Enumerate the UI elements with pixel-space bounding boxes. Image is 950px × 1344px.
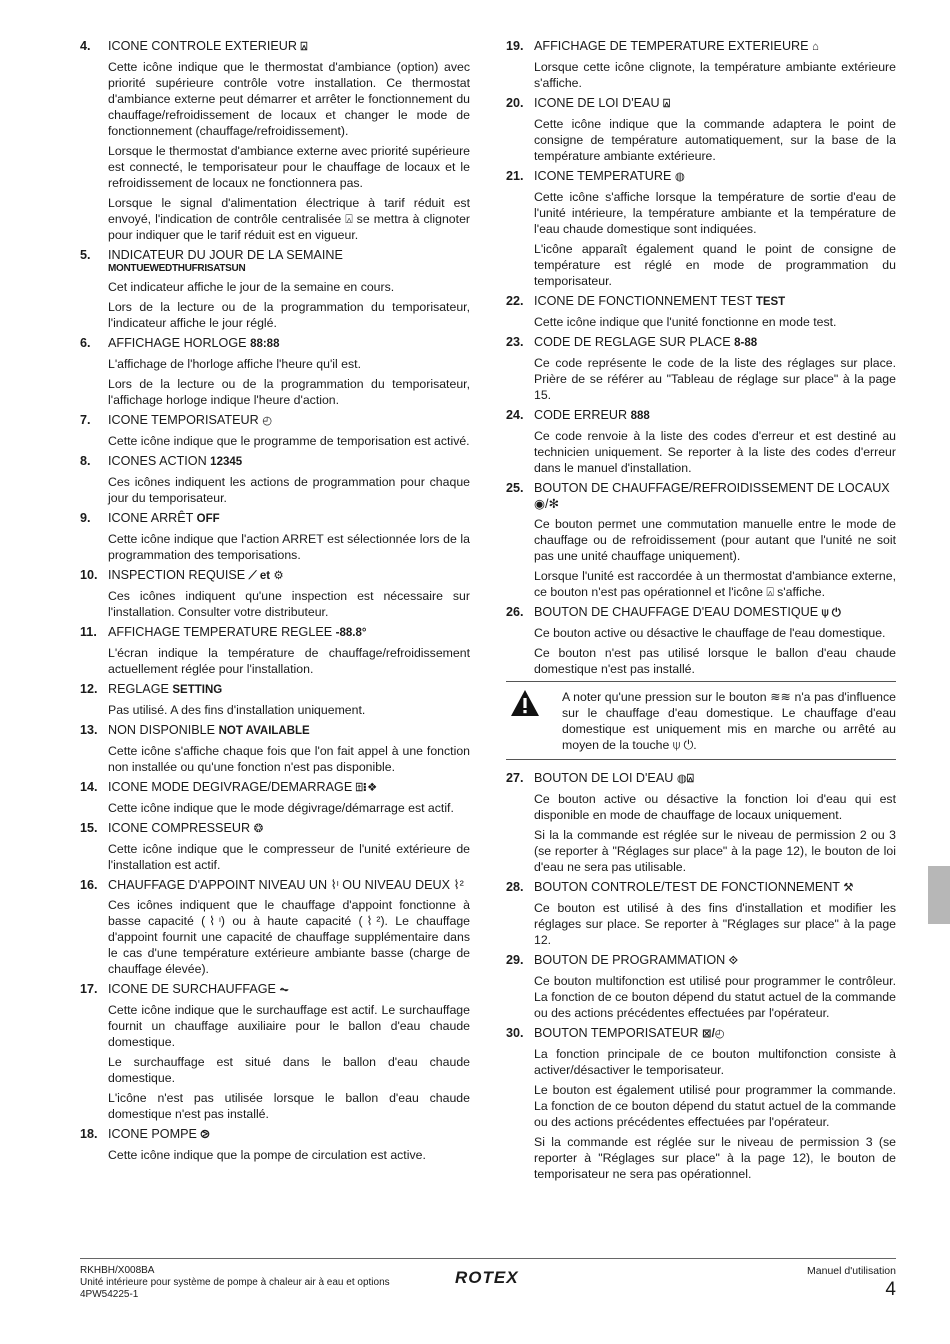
item-paragraph: L'affichage de l'horloge affiche l'heure qu'il est. — [108, 357, 361, 371]
list-item — [80, 722, 470, 775]
item-title: ICONE DE SURCHAUFFAGE — [108, 982, 276, 996]
item-paragraph: Le bouton est également utilisé pour programmer la commande. La fonction de ce bouton dépend du statut actuel de la commande ou des actions précédentes effectuées par l'opérateur. — [534, 1083, 896, 1129]
item-title: BOUTON DE CHAUFFAGE D'EAU DOMESTIQUE — [534, 605, 819, 619]
item-paragraph: Le surchauffage est situé dans le ballon d'eau chaude domestique. — [108, 1055, 470, 1085]
item-heading — [80, 820, 470, 837]
item-title: CHAUFFAGE D'APPOINT NIVEAU UN ⌇ᶦ OU NIVEAU DEUX ⌇² — [108, 878, 464, 892]
item-paragraph: Cette icône indique que l'unité fonctionne en mode test. — [534, 315, 837, 329]
page-number: 4 — [885, 1279, 896, 1300]
list-item — [506, 293, 896, 330]
item-symbol-icon: 888 — [630, 410, 650, 422]
item-paragraph: Lors de la lecture ou de la programmation du temporisateur, l'affichage horloge indique l'heure d'action. — [108, 377, 470, 407]
right-items-a — [506, 38, 896, 677]
list-item — [80, 335, 470, 408]
item-symbol-icon: TEST — [755, 296, 786, 308]
item-paragraph: Ce bouton est utilisé à des fins d'installation et modifier les réglages sur place. Se reporter à "Réglages sur place" à la page 12. — [534, 901, 896, 947]
item-number: 16. — [80, 878, 98, 892]
item-title: AFFICHAGE DE TEMPERATURE EXTERIEURE — [534, 39, 809, 53]
item-title: CODE ERREUR — [534, 408, 628, 422]
list-item — [80, 820, 470, 873]
item-paragraph: Lorsque le signal d'alimentation électrique à tarif réduit est envoyé, l'indication de contrôle centralisée ⍓ se mettra à clignoter pour indiquer que le tarif réduit est en vigueur. — [108, 196, 470, 242]
item-symbol-icon: ⍦ ⏻ — [821, 607, 841, 619]
item-symbol-icon: ⏦ — [279, 984, 289, 996]
list-item — [80, 779, 470, 816]
list-item — [506, 1025, 896, 1182]
item-number: 18. — [80, 1127, 98, 1141]
list-item — [80, 981, 470, 1122]
item-number: 7. — [80, 413, 91, 427]
item-number: 6. — [80, 336, 91, 350]
item-heading — [80, 567, 470, 584]
item-symbol-icon: NOT AVAILABLE — [218, 725, 310, 737]
item-symbol-icon: -88.8° — [335, 627, 367, 639]
item-paragraph: Cette icône indique que le programme de temporisation est activé. — [108, 434, 470, 448]
item-paragraph: Cette icône indique que la pompe de circulation est active. — [108, 1148, 426, 1162]
item-title: ICONE DE LOI D'EAU — [534, 96, 660, 110]
item-title: INSPECTION REQUISE — [108, 568, 246, 582]
item-number: 12. — [80, 682, 98, 696]
item-number: 10. — [80, 568, 98, 582]
item-title: NON DISPONIBLE — [108, 723, 216, 737]
side-tab-marker — [928, 866, 950, 924]
list-item — [80, 453, 470, 506]
item-number: 13. — [80, 723, 98, 737]
item-paragraph: Cette icône indique que le compresseur de l'unité extérieure de l'installation est actif. — [108, 842, 470, 872]
item-heading — [506, 407, 896, 424]
list-item — [80, 412, 470, 449]
item-title: INDICATEUR DU JOUR DE LA SEMAINE — [108, 248, 343, 262]
footer-rule — [80, 1258, 896, 1259]
list-item — [80, 510, 470, 563]
item-heading — [80, 681, 470, 698]
list-item — [506, 334, 896, 403]
item-number: 4. — [80, 39, 91, 53]
list-item — [80, 624, 470, 677]
item-paragraph: Cette icône s'affiche lorsque la température de sortie d'eau de l'unité intérieure, la température ambiante et la température de l'eau chaude domestique sont indiquées. — [534, 190, 896, 236]
list-item — [506, 604, 896, 677]
item-number: 5. — [80, 248, 91, 262]
item-paragraph: L'icône n'est pas utilisée lorsque le ballon d'eau chaude domestique n'est pas installé. — [108, 1091, 470, 1121]
item-number: 9. — [80, 511, 91, 525]
item-symbol-icon: ⧁ — [200, 1129, 210, 1141]
item-symbol-icon: ⚒ — [843, 882, 854, 894]
list-item — [506, 38, 896, 91]
left-column — [80, 38, 470, 1167]
item-heading — [506, 1025, 896, 1042]
item-number: 11. — [80, 625, 97, 639]
list-item — [506, 407, 896, 476]
item-paragraph: L'écran indique la température de chauffage/refroidissement actuellement réglée pour l'installation. — [108, 646, 470, 676]
item-number: 27. — [506, 771, 524, 785]
list-item — [506, 879, 896, 948]
item-paragraph: Cette icône indique que le mode dégivrage/démarrage est actif. — [108, 801, 454, 815]
item-heading — [80, 412, 470, 429]
weekday-indicator: MONTUEWEDTHUFRISATSUN — [108, 263, 246, 274]
item-paragraph: Cette icône indique que le thermostat d'ambiance (option) avec priorité supérieure contrôle votre installation. Ce thermostat d'ambiance externe peut démarrer et arrêter le fonctionnement du chauffage/refroidissement de locaux et changer le mode de fonctionnement (chauffage/refroidissement). — [108, 60, 470, 138]
item-heading — [506, 604, 896, 621]
item-paragraph: Cet indicateur affiche le jour de la semaine en cours. — [108, 280, 395, 294]
item-number: 19. — [506, 39, 524, 53]
item-paragraph: Ces icônes indiquent qu'une inspection est nécessaire sur l'installation. Consulter votre distributeur. — [108, 589, 470, 619]
item-title: REGLAGE — [108, 682, 169, 696]
item-title: ICONE CONTROLE EXTERIEUR — [108, 39, 297, 53]
item-title: ICONE ARRÊT — [108, 511, 194, 525]
item-paragraph: Cette icône s'affiche chaque fois que l'on fait appel à une fonction non installée ou qu'une fonction n'est pas disponible. — [108, 744, 470, 774]
item-symbol-icon: 12345 — [210, 456, 243, 468]
item-symbol-icon: ⍐⁝❖ — [355, 782, 378, 794]
item-number: 15. — [80, 821, 98, 835]
item-heading — [506, 879, 896, 896]
item-paragraph: Ce bouton active ou désactive la fonction loi d'eau qui est disponible en mode de chauffage de locaux uniquement. — [534, 792, 896, 822]
list-item — [506, 95, 896, 164]
list-item — [80, 681, 470, 718]
item-heading — [506, 480, 896, 512]
item-paragraph: Si la la commande est réglée sur le niveau de permission 2 ou 3 (se reporter à "Réglages sur place" à la page 12), le bouton de loi d'eau ne sera pas utilisable. — [534, 828, 896, 874]
item-symbol-icon: ⍓ — [300, 41, 308, 53]
item-number: 24. — [506, 408, 524, 422]
item-heading — [80, 453, 470, 470]
item-number: 21. — [506, 169, 524, 183]
item-symbol-icon: ⟋ et ⚙ — [248, 570, 284, 582]
list-item — [506, 168, 896, 289]
item-paragraph: Cette icône indique que la commande adaptera le point de consigne de température automatiquement, sur la base de la température ambiante extérieure. — [534, 117, 896, 163]
item-symbol-icon: SETTING — [172, 684, 223, 696]
item-paragraph: Lorsque cette icône clignote, la température ambiante extérieure s'affiche. — [534, 60, 896, 90]
item-heading — [80, 877, 470, 893]
item-title: AFFICHAGE TEMPERATURE REGLEE — [108, 625, 333, 639]
item-symbol-icon: ⊠/◴ — [701, 1028, 725, 1040]
list-item — [80, 38, 470, 243]
item-paragraph: Ce bouton n'est pas utilisé lorsque le ballon d'eau chaude domestique n'est pas installé. — [534, 646, 896, 676]
item-number: 29. — [506, 953, 524, 967]
item-symbol-icon: OFF — [196, 513, 220, 525]
item-heading — [506, 952, 896, 969]
item-paragraph: Lors de la lecture ou de la programmation du temporisateur, l'indicateur affiche le jour réglé. — [108, 300, 470, 330]
list-item — [506, 480, 896, 600]
item-paragraph: Cette icône indique que l'action ARRET est sélectionnée lors de la programmation des temporisations. — [108, 532, 470, 562]
item-paragraph: Ce bouton active ou désactive le chauffage de l'eau domestique. — [534, 626, 886, 640]
item-paragraph: Ces icônes indiquent que le chauffage d'appoint fonctionne à basse capacité (⌇ᶦ) ou à haute capacité (⌇²). Le chauffage d'appoint fournit une capacité de chauffage supplémentaire dans le cas d'une température extérieure ambiante basse (charge de chauffage élevée). — [108, 898, 470, 976]
item-heading — [80, 722, 470, 739]
item-number: 20. — [506, 96, 524, 110]
item-heading — [80, 779, 470, 796]
item-title: BOUTON TEMPORISATEUR — [534, 1026, 699, 1040]
item-symbol-icon: 88:88 — [250, 338, 280, 350]
item-symbol-icon: ⌂ — [812, 41, 819, 53]
item-symbol-icon: 8-88 — [734, 337, 758, 349]
list-item — [506, 952, 896, 1021]
list-item — [506, 770, 896, 875]
item-number: 25. — [506, 481, 524, 495]
document-reference: 4PW54225-1 — [80, 1289, 139, 1300]
item-heading — [506, 95, 896, 112]
footer-right — [807, 1265, 896, 1301]
item-title: BOUTON DE PROGRAMMATION — [534, 953, 726, 967]
list-item — [80, 1126, 470, 1163]
item-title: BOUTON DE LOI D'EAU — [534, 771, 674, 785]
item-symbol-icon: ❂ — [253, 823, 264, 835]
manual-title: Manuel d'utilisation — [807, 1265, 896, 1277]
item-paragraph: Ce code renvoie à la liste des codes d'erreur et est destiné au technicien uniquement. Se reporter à la liste des codes d'erreur dans le manuel d'installation. — [534, 429, 896, 475]
item-symbol-icon: ◴ — [262, 415, 273, 427]
item-paragraph: Ce bouton permet une commutation manuelle entre le mode de chauffage ou de refroidissement (pour autant que l'unité ne soit pas une unité chauffage uniquement). — [534, 517, 896, 563]
item-title: AFFICHAGE HORLOGE — [108, 336, 247, 350]
item-number: 28. — [506, 880, 524, 894]
item-title: ICONE DE FONCTIONNEMENT TEST — [534, 294, 753, 308]
warning-notice — [506, 681, 896, 760]
item-number: 14. — [80, 780, 98, 794]
item-heading — [80, 1126, 470, 1143]
item-number: 17. — [80, 982, 98, 996]
item-number: 8. — [80, 454, 91, 468]
item-paragraph: Si la commande est réglée sur le niveau de permission 3 (se reporter à "Réglages sur place" à la page 12), le bouton de temporisateur ne sera pas opérationnel. — [534, 1135, 896, 1181]
item-title: ICONE TEMPERATURE — [534, 169, 672, 183]
item-symbol-icon: ⟐ — [728, 955, 738, 967]
item-number: 30. — [506, 1026, 524, 1040]
item-paragraph: La fonction principale de ce bouton multifonction consiste à activer/désactiver le temporisateur. — [534, 1047, 896, 1077]
brand-logo: ROTEX — [455, 1268, 519, 1287]
item-title: ICONE COMPRESSEUR — [108, 821, 251, 835]
item-heading — [80, 247, 470, 263]
item-heading — [506, 293, 896, 310]
item-paragraph: Cette icône indique que le surchauffage est actif. Le surchauffage fournit un chauffage auxiliaire pour le ballon d'eau chaude domestique. — [108, 1003, 470, 1049]
item-paragraph: Pas utilisé. A des fins d'installation uniquement. — [108, 703, 366, 717]
item-paragraph: L'icône apparaît également quand le point de consigne de température est réglé en mode de programmation du temporisateur. — [534, 242, 896, 288]
item-paragraph: Ce bouton multifonction est utilisé pour programmer le contrôleur. La fonction de ce bouton dépend du statut actuel de la commande ou des actions précédentes effectuées par l'opérateur. — [534, 974, 896, 1020]
item-title: BOUTON DE CHAUFFAGE/REFROIDISSEMENT DE LOCAUX ◉/✻ — [534, 481, 890, 511]
list-item — [80, 247, 470, 331]
item-paragraph: Lorsque l'unité est raccordée à un thermostat d'ambiance externe, ce bouton n'est pas opérationnel et l'icône ⍓ s'affiche. — [534, 569, 896, 599]
item-number: 23. — [506, 335, 524, 349]
item-title: ICONES ACTION — [108, 454, 207, 468]
document-code: RKHBH/X008BA — [80, 1265, 155, 1276]
item-paragraph: Lorsque le thermostat d'ambiance externe avec priorité supérieure est connecté, le temporisateur pour le chauffage de locaux et le refroidissement de locaux ne fonctionnera pas. — [108, 144, 470, 190]
item-symbol-icon: ⍓ — [663, 98, 670, 110]
item-title: CODE DE REGLAGE SUR PLACE — [534, 335, 731, 349]
item-number: 22. — [506, 294, 524, 308]
item-heading — [80, 981, 470, 998]
footer-left — [80, 1265, 410, 1301]
list-item — [80, 877, 470, 977]
item-heading — [506, 38, 896, 55]
item-heading — [80, 624, 470, 641]
document-description: Unité intérieure pour système de pompe à chaleur air à eau et options — [80, 1277, 390, 1288]
item-heading — [80, 335, 470, 352]
item-symbol-icon: ◍ — [674, 171, 685, 183]
item-heading — [506, 334, 896, 351]
list-item — [80, 567, 470, 620]
item-paragraph: Ces icônes indiquent les actions de programmation pour chaque jour du temporisateur. — [108, 475, 470, 505]
item-symbol-icon: ◍⍓ — [676, 773, 694, 785]
right-items-b — [506, 770, 896, 1182]
warning-icon — [506, 689, 562, 753]
item-title: ICONE TEMPORISATEUR — [108, 413, 259, 427]
item-title: BOUTON CONTROLE/TEST DE FONCTIONNEMENT — [534, 880, 840, 894]
item-heading — [506, 168, 896, 185]
item-title: ICONE MODE DEGIVRAGE/DEMARRAGE — [108, 780, 353, 794]
item-paragraph: Ce code représente le code de la liste des réglages sur place. Prière de se référer au "Tableau de réglage sur place" à la page 15. — [534, 356, 896, 402]
notice-text: A noter qu'une pression sur le bouton ≋≋ n'a pas d'influence sur le chauffage d'eau domestique. Le chauffage d'eau domestique est uniquement mis en marche ou arrêté au moyen de la touche ⍦ ⏻. — [562, 690, 896, 752]
item-heading — [506, 770, 896, 787]
item-heading — [80, 510, 470, 527]
item-heading — [80, 38, 470, 55]
item-number: 26. — [506, 605, 524, 619]
right-column — [506, 38, 896, 1186]
item-title: ICONE POMPE — [108, 1127, 197, 1141]
